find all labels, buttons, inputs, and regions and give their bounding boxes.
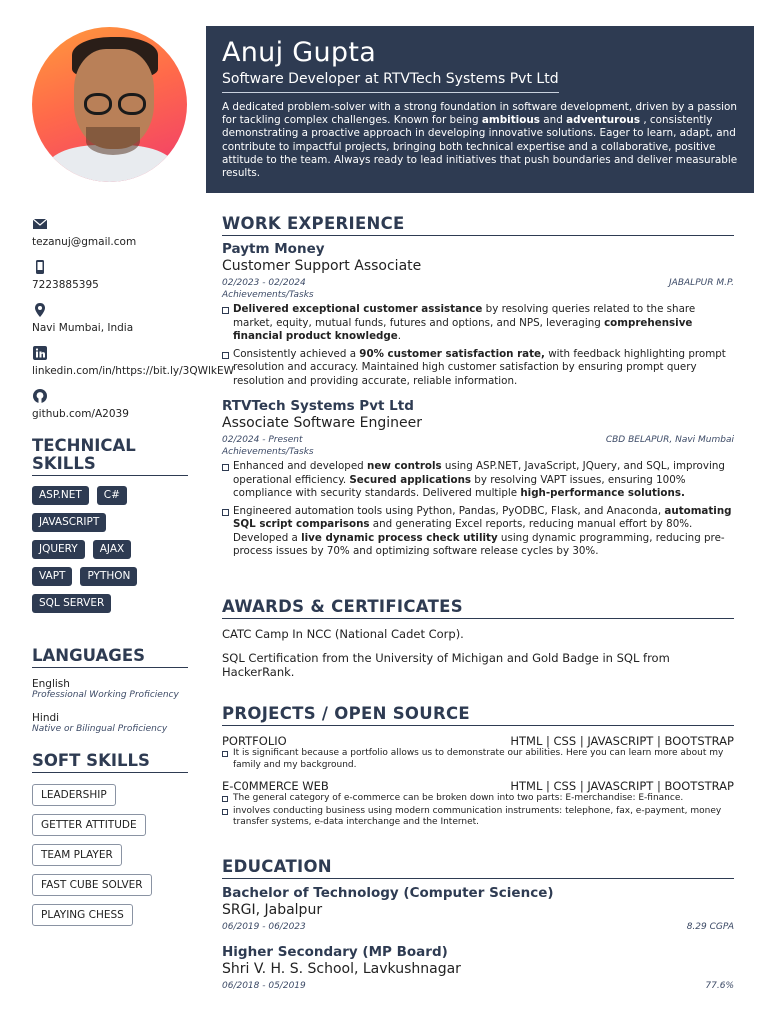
project-header xyxy=(222,779,734,793)
achievements-label: Achievements/Tasks xyxy=(222,447,314,457)
job-title: Associate Software Engineer xyxy=(222,415,422,431)
project-name: PORTFOLIO xyxy=(222,734,287,748)
degree-name: Higher Secondary (MP Board) xyxy=(222,944,448,960)
company-name: RTVTech Systems Pvt Ltd xyxy=(222,398,414,414)
project-name: E-C0MMERCE WEB xyxy=(222,779,329,793)
technical-skills-list xyxy=(32,486,162,613)
language-level: Native or Bilingual Proficiency xyxy=(32,724,168,734)
job-location: CBD BELAPUR, Navi Mumbai xyxy=(605,435,734,445)
award-item: SQL Certification from the University of Michigan and Gold Badge in SQL from HackerRank. xyxy=(222,651,670,679)
skill-tag: ASP.NET xyxy=(32,486,89,505)
skill-tag: C# xyxy=(97,486,127,505)
soft-skills-list xyxy=(32,783,188,933)
project-details xyxy=(222,748,734,771)
job-entry xyxy=(222,241,734,388)
awards-section xyxy=(222,597,734,689)
achievement-item: Delivered exceptional customer assistance by resolving queries related to the share market, equity, mutual funds, futures and options, and NPS, leveraging comprehensive financial product knowledge. xyxy=(222,303,734,344)
contact-github: github.com/A2039 xyxy=(32,408,129,420)
achievements-label: Achievements/Tasks xyxy=(222,290,314,300)
header-banner xyxy=(206,26,754,193)
skill-tag: PYTHON xyxy=(80,567,137,586)
languages-heading: LANGUAGES xyxy=(32,647,188,668)
project-details xyxy=(222,793,734,829)
soft-skill-tag: FAST CUBE SOLVER xyxy=(32,874,152,896)
job-dates: 02/2024 - Present xyxy=(222,435,303,445)
degree-name: Bachelor of Technology (Computer Science) xyxy=(222,885,554,901)
project-header xyxy=(222,734,734,748)
school-name: SRGI, Jabalpur xyxy=(222,902,323,918)
award-item: CATC Camp In NCC (National Cadet Corp). xyxy=(222,627,464,641)
achievement-item: Enhanced and developed new controls using ASP.NET, JavaScript, JQuery, and SQL, improving operational efficiency. Secured applications by resolving VAPT issues, ensuring 100% compliance with security standards. Delivered multiple high-performance solutions. xyxy=(222,460,734,501)
job-entry xyxy=(222,398,734,559)
language-name: English xyxy=(32,678,70,690)
languages-list xyxy=(32,678,188,734)
achievement-item: Consistently achieved a 90% customer satisfaction rate, with feedback highlighting prompt resolution and accuracy. Maintained high customer satisfaction by ensuring prompt query resolution and providing accurate, reliable information. xyxy=(222,348,734,389)
skill-tag: AJAX xyxy=(93,540,131,559)
job-meta xyxy=(222,435,734,445)
work-experience-section xyxy=(222,214,734,563)
awards-heading: AWARDS & CERTIFICATES xyxy=(222,597,734,619)
projects-section xyxy=(222,704,734,830)
language-name: Hindi xyxy=(32,712,60,724)
language-level: Professional Working Proficiency xyxy=(32,690,179,700)
email-icon xyxy=(32,216,48,232)
project-tech: HTML | CSS | JAVASCRIPT | BOOTSTRAP xyxy=(510,734,734,748)
education-dates: 06/2019 - 06/2023 xyxy=(222,922,306,932)
education-dates: 06/2018 - 05/2019 xyxy=(222,981,306,991)
project-entry xyxy=(222,734,734,771)
education-meta xyxy=(222,981,734,991)
education-score: 77.6% xyxy=(705,981,734,991)
phone-icon xyxy=(32,259,48,275)
contact-location-pin: Navi Mumbai, India xyxy=(32,322,134,334)
contact-phone: 7223885395 xyxy=(32,279,99,291)
job-location: JABALPUR M.P. xyxy=(669,278,734,288)
achievement-list xyxy=(222,303,734,388)
location-pin-icon xyxy=(32,302,48,318)
work-experience-heading: WORK EXPERIENCE xyxy=(222,214,734,236)
job-title: Customer Support Associate xyxy=(222,258,422,274)
profile-summary: A dedicated problem-solver with a strong foundation in software development, driven by a passion for tackling complex challenges. Known for being ambitious and adventurous , consistently demonstrating a proactive approach in developing innovative solutions. Eager to learn, adapt, and contribute to impactful projects, bringing both technical expertise and a collaborative, positive attitude to the team. Always ready to lead initiatives that push boundaries and deliver measurable results. xyxy=(222,100,738,180)
skill-tag: JQUERY xyxy=(32,540,85,559)
skill-tag: VAPT xyxy=(32,567,72,586)
soft-skill-tag: GETTER ATTITUDE xyxy=(32,814,146,836)
project-detail-item: The general category of e-commerce can be broken down into two parts: E-merchandise: E-finance. xyxy=(222,793,734,805)
project-detail-item: involves conducting business using modern communication instruments: telephone, fax, e-payment, money transfer systems, e-data interchange and the Internet. xyxy=(222,806,734,829)
achievement-item: Engineered automation tools using Python, Pandas, PyODBC, Flask, and Anaconda, automating SQL script comparisons and generating Excel reports, reducing manual effort by 80%. Developed a live dynamic process check utility using dynamic programming, reducing pre-process issues by 70% and optimizing software release cycles by 30%. xyxy=(222,505,734,559)
soft-skill-tag: TEAM PLAYER xyxy=(32,844,122,866)
job-dates: 02/2023 - 02/2024 xyxy=(222,278,306,288)
candidate-name: Anuj Gupta xyxy=(222,37,377,68)
skill-tag: SQL SERVER xyxy=(32,594,111,613)
soft-skills-heading: SOFT SKILLS xyxy=(32,752,188,773)
achievement-list xyxy=(222,460,734,559)
contact-list xyxy=(32,216,234,421)
technical-skills-heading: TECHNICAL SKILLS xyxy=(32,437,188,476)
skill-tag: JAVASCRIPT xyxy=(32,513,106,532)
linkedin-icon xyxy=(32,345,48,361)
education-section xyxy=(222,857,734,991)
projects-heading: PROJECTS / OPEN SOURCE xyxy=(222,704,734,726)
education-meta xyxy=(222,922,734,932)
candidate-role: Software Developer at RTVTech Systems Pvt Ltd xyxy=(222,70,559,93)
job-meta xyxy=(222,278,734,288)
education-entry xyxy=(222,885,734,932)
education-heading: EDUCATION xyxy=(222,857,734,879)
sidebar xyxy=(32,212,234,933)
contact-email: tezanuj@gmail.com xyxy=(32,236,137,248)
project-entry xyxy=(222,779,734,829)
project-tech: HTML | CSS | JAVASCRIPT | BOOTSTRAP xyxy=(510,779,734,793)
soft-skill-tag: PLAYING CHESS xyxy=(32,904,133,926)
company-name: Paytm Money xyxy=(222,241,325,257)
job-list xyxy=(222,241,734,559)
project-detail-item: It is significant because a portfolio allows us to demonstrate our abilities. Here you can learn more about my family and my background. xyxy=(222,748,734,771)
profile-photo xyxy=(32,27,187,182)
soft-skill-tag: LEADERSHIP xyxy=(32,784,116,806)
school-name: Shri V. H. S. School, Lavkushnagar xyxy=(222,961,461,977)
education-score: 8.29 CGPA xyxy=(686,922,734,932)
contact-linkedin: linkedin.com/in/https://bit.ly/3QWlkEW xyxy=(32,365,234,377)
education-list xyxy=(222,885,734,991)
github-icon xyxy=(32,388,48,404)
education-entry xyxy=(222,944,734,991)
project-list xyxy=(222,734,734,829)
